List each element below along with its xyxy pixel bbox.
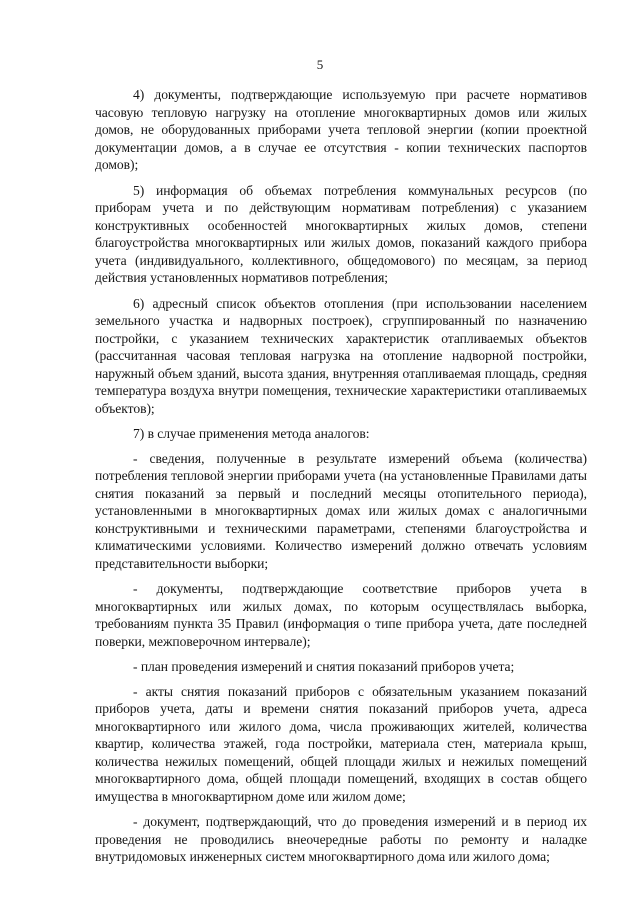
paragraph-reading-acts: - акты снятия показаний приборов с обязательным указанием показаний приборов учета, даты и времени снятия показаний приборов учета, адреса многоквартирного или жилого дома, числа проживающих жителей, количества квартир, количества этажей, года постройки, материала стен, материала крыш, количества нежилых помещений, общей площади жилых и нежилых помещений многоквартирного дома, общей площади помещений, входящих в состав общего имущества в многоквартирном доме или жилом доме;: [95, 683, 587, 804]
paragraph-measurement-plan: - план проведения измерений и снятия показаний приборов учета;: [133, 659, 515, 674]
paragraph-meter-compliance-docs: - документы, подтверждающие соответствие приборов учета в многоквартирных или жилых домах, по которым осуществлялась выборка, требованиям пункта 35 Правил (информация о типе прибора учета, дате последней поверки, межповерочном интервале);: [95, 581, 587, 649]
page-body: [95, 86, 587, 874]
page-number: 5: [316, 57, 324, 72]
paragraph-measurement-data: - сведения, полученные в результате измерений объема (количества) потребления тепловой энергии приборами учета (на установленные Правилами даты снятия показаний за первый и последний месяцы отопительного периода), установленными в многоквартирных домах или жилых домах с аналогичными конструктивными и техническими параметрами, степенями благоустройства и климатическими условиями. Количество измерений должно отвечать условиям представительности выборки;: [95, 450, 587, 571]
paragraph-item-7-analog-method: 7) в случае применения метода аналогов:: [133, 426, 370, 441]
paragraph-item-5-consumption-info: 5) информация об объемах потребления коммунальных ресурсов (по приборам учета и по действующим нормативам потребления) с указанием конструктивных особенностей многоквартирных жилых домов, степени благоустройства многоквартирных или жилых домов, показаний каждого прибора учета (индивидуального, коллективного, общедомового) по месяцам, за период действия установленных нормативов потребления;: [95, 182, 587, 285]
paragraph-item-6-address-list: 6) адресный список объектов отопления (при использовании населением земельного участка и надворных построек), сгруппированный по назначению постройки, с указанием технических характеристик отапливаемых объектов (рассчитанная часовая тепловая нагрузка на отопление надворной постройки, наружный объем зданий, высота здания, внутренняя отапливаемая площадь, средняя температура воздуха внутри помещения, технические характеристики отапливаемых объектов);: [95, 295, 587, 416]
paragraph-no-repair-document: - документ, подтверждающий, что до проведения измерений и в период их проведения не проводились внеочередные работы по ремонту и наладке внутридомовых инженерных систем многоквартирного дома или жилого дома;: [95, 814, 587, 864]
paragraph-item-4-documents: 4) документы, подтверждающие используемую при расчете нормативов часовую тепловую нагрузку на отопление многоквартирных домов или жилых домов, не оборудованных приборами учета тепловой энергии (копии проектной документации домов, а в случае ее отсутствия - копии технических паспортов домов);: [95, 87, 587, 172]
